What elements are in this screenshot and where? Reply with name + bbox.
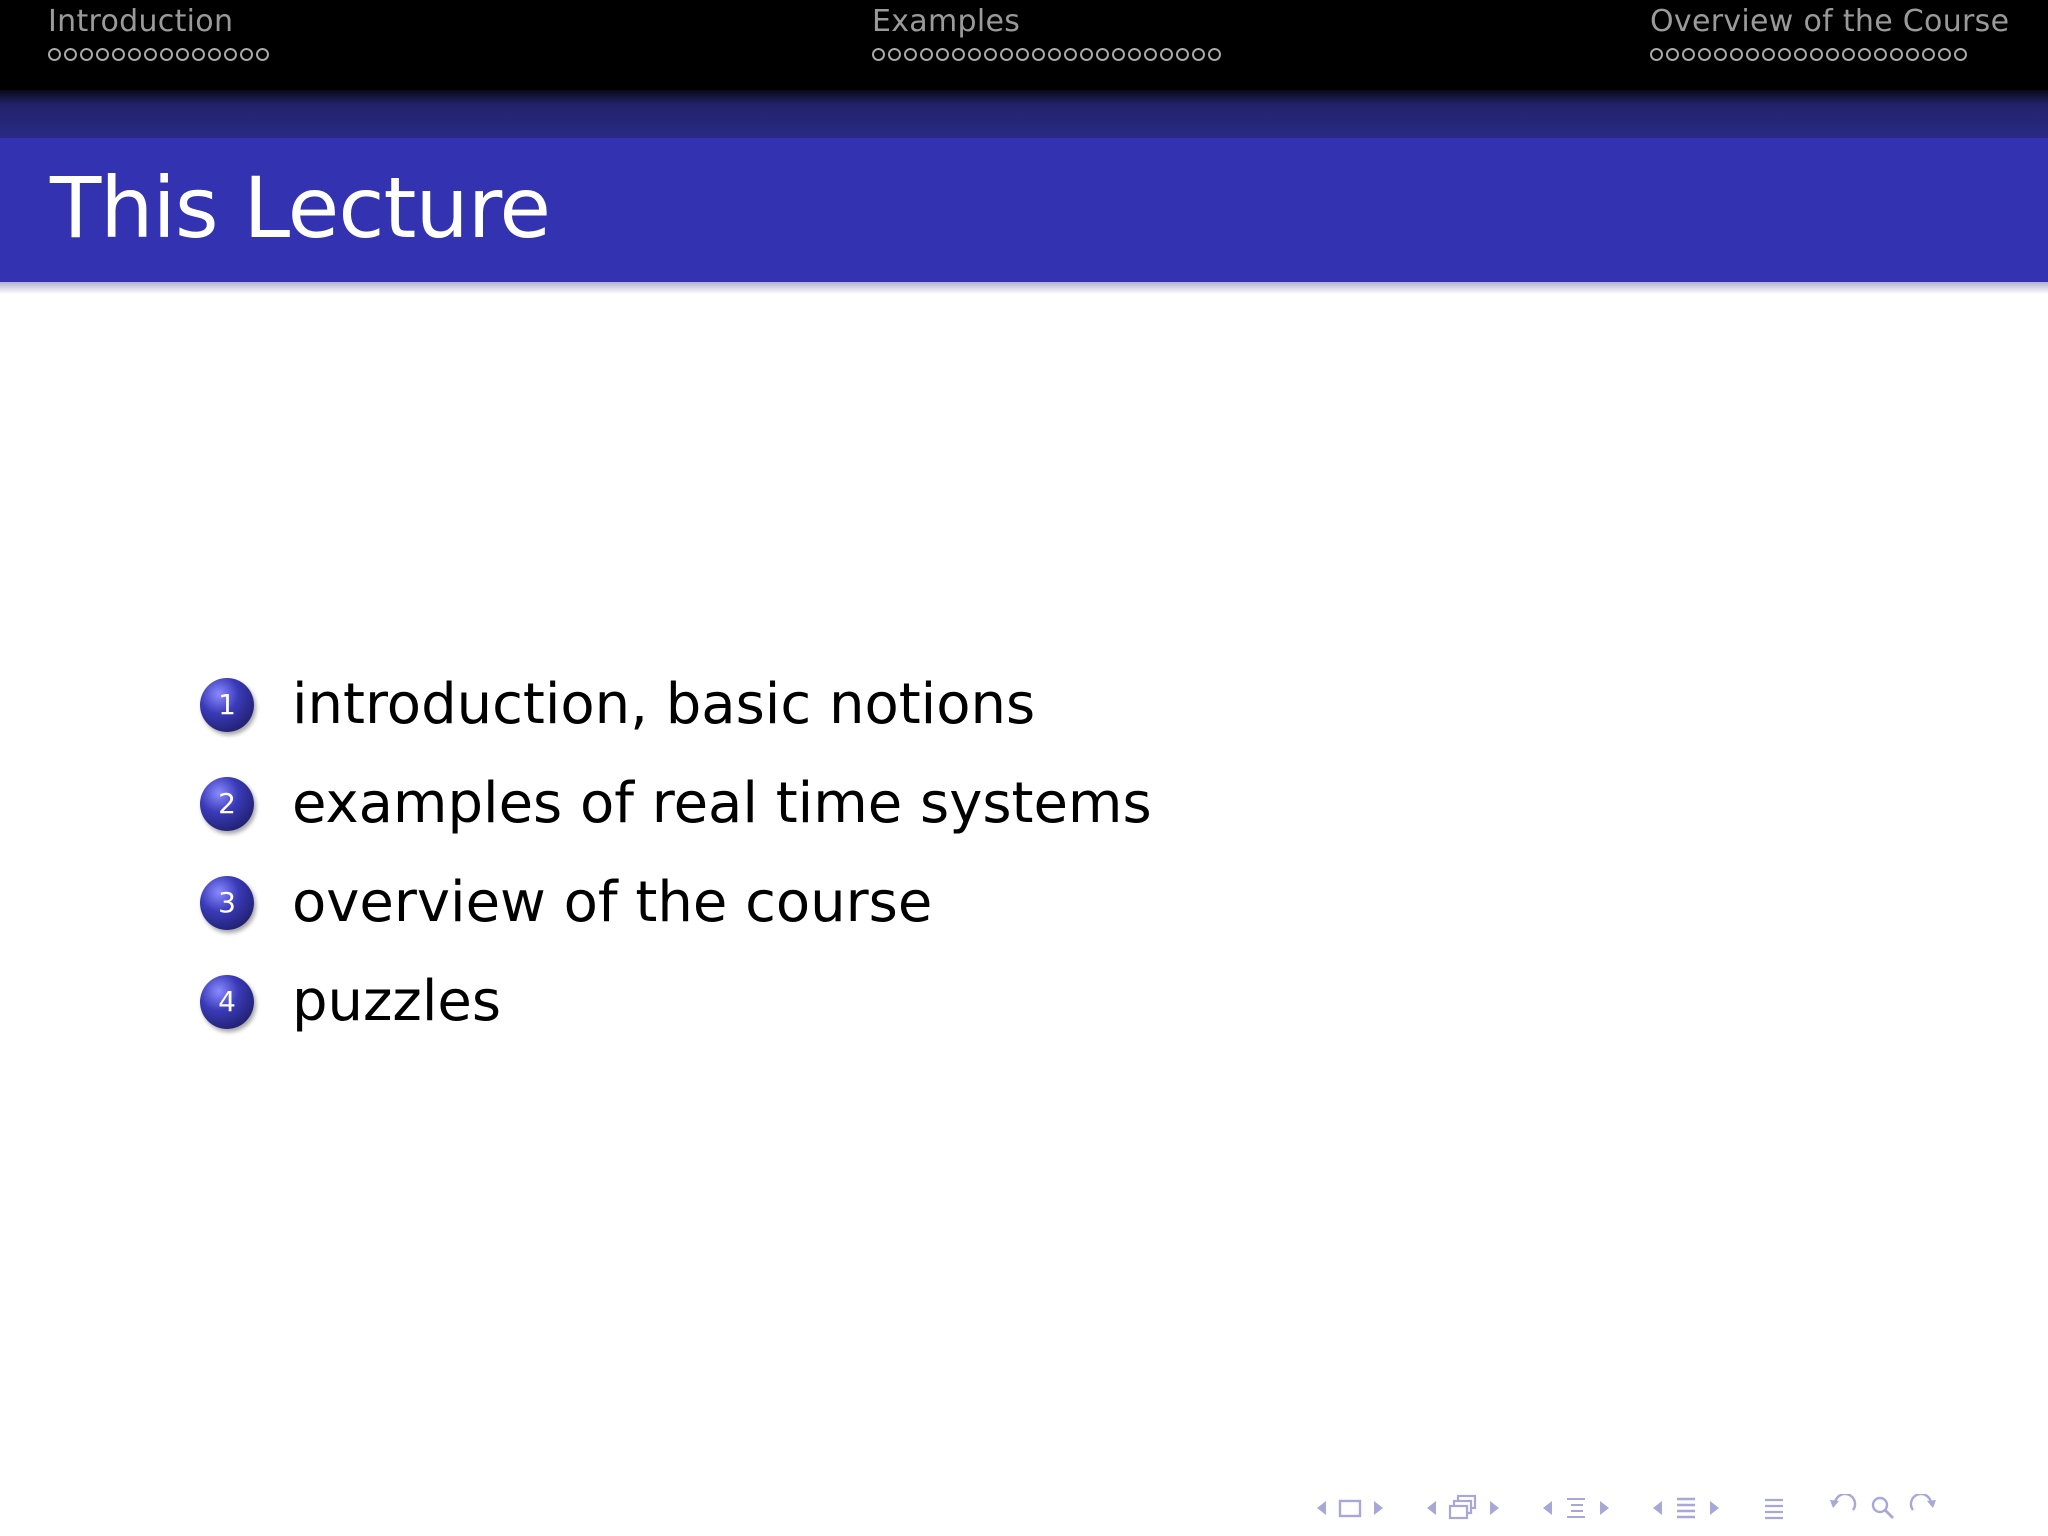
enum-ball-icon: 1: [200, 678, 254, 732]
header-gradient-band: [0, 90, 2048, 138]
mini-frame-dot-icon[interactable]: [952, 48, 965, 61]
mini-frame-dot-icon[interactable]: [984, 48, 997, 61]
mini-frame-dot-icon[interactable]: [128, 48, 141, 61]
mini-frame-dot-icon[interactable]: [96, 48, 109, 61]
nav-section-label[interactable]: Examples: [872, 4, 1021, 39]
mini-frame-dot-icon[interactable]: [256, 48, 269, 61]
frame-title-band: [0, 138, 2048, 282]
mini-frame-dot-icon[interactable]: [904, 48, 917, 61]
mini-frame-dot-icon[interactable]: [80, 48, 93, 61]
section-next-icon[interactable]: [1709, 1498, 1721, 1518]
mini-frame-dot-icon[interactable]: [1176, 48, 1189, 61]
mini-frame-dot-icon[interactable]: [176, 48, 189, 61]
frame-prev-icon[interactable]: [1425, 1498, 1437, 1518]
mini-frame-dot-icon[interactable]: [1858, 48, 1871, 61]
list-item-text: examples of real time systems: [292, 771, 1152, 836]
nav-section-overview[interactable]: [1650, 4, 2009, 76]
mini-frame-dot-icon[interactable]: [1730, 48, 1743, 61]
mini-frame-dot-icon[interactable]: [1192, 48, 1205, 61]
mini-frame-dot-icon[interactable]: [1160, 48, 1173, 61]
mini-frame-dot-icon[interactable]: [1064, 48, 1077, 61]
mini-frame-dot-icon[interactable]: [1096, 48, 1109, 61]
mini-frame-dot-icon[interactable]: [872, 48, 885, 61]
nav-section-label[interactable]: Introduction: [48, 4, 234, 39]
mini-frame-dot-icon[interactable]: [112, 48, 125, 61]
back-icon[interactable]: [1827, 1494, 1859, 1522]
frame-title: This Lecture: [50, 159, 551, 257]
forward-icon[interactable]: [1907, 1494, 1939, 1522]
mini-frame-dot-icon[interactable]: [1650, 48, 1663, 61]
mini-frame-dot-icon[interactable]: [1000, 48, 1013, 61]
nav-section-examples[interactable]: [872, 4, 1224, 76]
mini-frame-dot-icon[interactable]: [888, 48, 901, 61]
mini-frame-dot-icon[interactable]: [208, 48, 221, 61]
mini-frame-dot-icon[interactable]: [1666, 48, 1679, 61]
mini-frame-dot-icon[interactable]: [1208, 48, 1221, 61]
section-prev-icon[interactable]: [1651, 1498, 1663, 1518]
slide-prev-icon[interactable]: [1315, 1498, 1327, 1518]
nav-section-introduction[interactable]: [48, 4, 272, 76]
mini-frame-dot-icon[interactable]: [160, 48, 173, 61]
mini-frame-dot-icon[interactable]: [1048, 48, 1061, 61]
headline-bar: [0, 0, 2048, 90]
mini-frame-dot-icon[interactable]: [1032, 48, 1045, 61]
mini-frame-dot-icon[interactable]: [48, 48, 61, 61]
mini-frame-dot-icon[interactable]: [1890, 48, 1903, 61]
enum-ball-icon: 3: [200, 876, 254, 930]
section-icon[interactable]: [1673, 1495, 1699, 1521]
mini-frame-dot-icon[interactable]: [1826, 48, 1839, 61]
frame-next-icon[interactable]: [1489, 1498, 1501, 1518]
enumerate-list: [200, 655, 1152, 1051]
mini-frame-dot-icon[interactable]: [1810, 48, 1823, 61]
mini-frame-dot-icon[interactable]: [1954, 48, 1967, 61]
list-item-text: overview of the course: [292, 870, 933, 935]
mini-frame-dot-icon[interactable]: [936, 48, 949, 61]
mini-frame-dot-icon[interactable]: [1698, 48, 1711, 61]
mini-frame-dot-icon[interactable]: [1080, 48, 1093, 61]
mini-frame-dot-icon[interactable]: [1938, 48, 1951, 61]
list-item: [200, 655, 1152, 754]
subsection-prev-icon[interactable]: [1541, 1498, 1553, 1518]
nav-dots: [872, 48, 1224, 76]
nav-section-label[interactable]: Overview of the Course: [1650, 4, 2010, 39]
mini-frame-dot-icon[interactable]: [1714, 48, 1727, 61]
mini-frame-dot-icon[interactable]: [1682, 48, 1695, 61]
mini-frame-dot-icon[interactable]: [1874, 48, 1887, 61]
mini-frame-dot-icon[interactable]: [1922, 48, 1935, 61]
slide-next-icon[interactable]: [1373, 1498, 1385, 1518]
beamer-navigation-symbols: [1310, 1488, 1944, 1528]
frame-icon[interactable]: [1447, 1494, 1479, 1522]
mini-frame-dot-icon[interactable]: [1144, 48, 1157, 61]
subsection-next-icon[interactable]: [1599, 1498, 1611, 1518]
mini-frame-dot-icon[interactable]: [192, 48, 205, 61]
mini-frame-dot-icon[interactable]: [1016, 48, 1029, 61]
slide-icon[interactable]: [1337, 1497, 1363, 1519]
mini-frame-dot-icon[interactable]: [1746, 48, 1759, 61]
mini-frame-dot-icon[interactable]: [1794, 48, 1807, 61]
mini-frame-dot-icon[interactable]: [1112, 48, 1125, 61]
list-item-text: introduction, basic notions: [292, 672, 1036, 737]
mini-frame-dot-icon[interactable]: [1906, 48, 1919, 61]
list-item: [200, 853, 1152, 952]
mini-frame-dot-icon[interactable]: [968, 48, 981, 61]
mini-frame-dot-icon[interactable]: [1762, 48, 1775, 61]
mini-frame-dot-icon[interactable]: [224, 48, 237, 61]
title-band-shadow: [0, 282, 2048, 294]
mini-frame-dot-icon[interactable]: [1842, 48, 1855, 61]
list-item: [200, 952, 1152, 1051]
mini-frame-dot-icon[interactable]: [64, 48, 77, 61]
enum-ball-icon: 2: [200, 777, 254, 831]
enum-ball-icon: 4: [200, 975, 254, 1029]
mini-frame-dot-icon[interactable]: [144, 48, 157, 61]
nav-dots: [1650, 48, 2009, 76]
mini-frame-dot-icon[interactable]: [920, 48, 933, 61]
align-icon[interactable]: [1761, 1495, 1787, 1521]
mini-frame-dot-icon[interactable]: [1128, 48, 1141, 61]
mini-frame-dot-icon[interactable]: [1778, 48, 1791, 61]
list-item-text: puzzles: [292, 969, 502, 1034]
nav-dots: [48, 48, 272, 76]
list-item: [200, 754, 1152, 853]
subsection-icon[interactable]: [1563, 1495, 1589, 1521]
search-icon[interactable]: [1869, 1494, 1897, 1522]
mini-frame-dot-icon[interactable]: [240, 48, 253, 61]
